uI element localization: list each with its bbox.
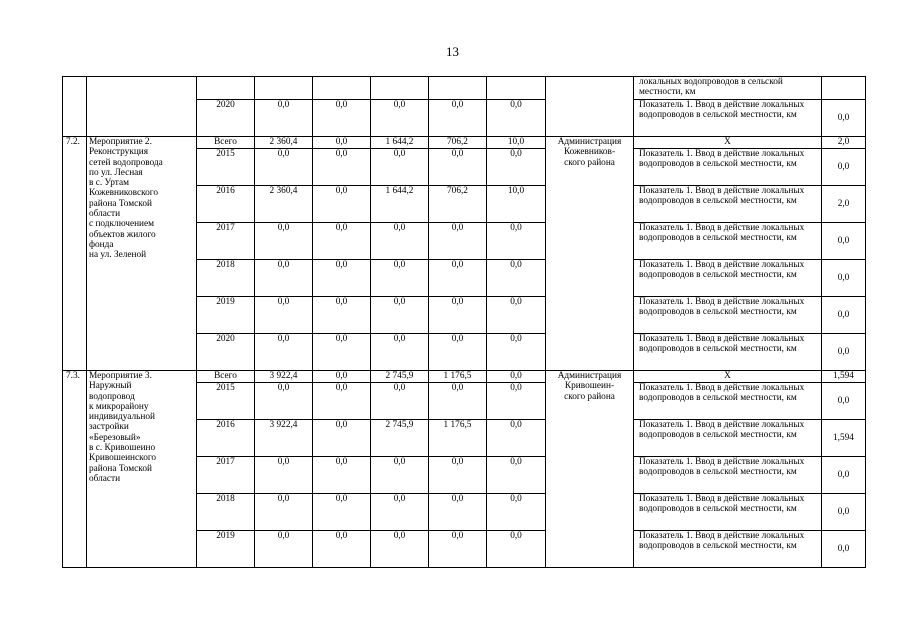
funding-cell: 0,0 — [487, 383, 546, 420]
funding-cell: 0,0 — [313, 149, 371, 186]
funding-cell: 2 745,9 — [371, 420, 429, 457]
year-cell: Всего — [197, 137, 255, 149]
indicator-cell: X — [634, 371, 822, 383]
funding-cell: 0,0 — [429, 100, 487, 137]
indicator-cell: X — [634, 137, 822, 149]
funding-cell: 706,2 — [429, 186, 487, 223]
page-number: 13 — [446, 44, 459, 59]
year-cell: 2018 — [197, 494, 255, 531]
indicator-cell: Показатель 1. Ввод в действие локальных водопроводов в сельской местности, км — [634, 149, 822, 186]
indicator-cell: Показатель 1. Ввод в действие локальных водопроводов в сельской местности, км — [634, 457, 822, 494]
funding-cell: 0,0 — [429, 457, 487, 494]
value-cell: 1,594 — [822, 420, 866, 457]
value-cell: 2,0 — [822, 186, 866, 223]
indicator-cell: Показатель 1. Ввод в действие локальных водопроводов в сельской местности, км — [634, 334, 822, 371]
funding-cell: 0,0 — [313, 457, 371, 494]
funding-cell: 0,0 — [313, 100, 371, 137]
funding-cell: 0,0 — [429, 297, 487, 334]
funding-cell: 0,0 — [371, 457, 429, 494]
funding-cell: 0,0 — [487, 371, 546, 383]
funding-cell: 0,0 — [371, 297, 429, 334]
table-row — [63, 77, 866, 100]
total-cell: 0,0 — [255, 334, 313, 371]
funding-cell: 0,0 — [487, 531, 546, 568]
year-cell: 2015 — [197, 383, 255, 420]
executor-cell: Администрация Кожевников- ского района — [546, 137, 634, 371]
year-cell: 2020 — [197, 100, 255, 137]
total-cell: 0,0 — [255, 297, 313, 334]
indicator-cell: Показатель 1. Ввод в действие локальных водопроводов в сельской местности, км — [634, 297, 822, 334]
funding-cell: 0,0 — [313, 223, 371, 260]
year-cell: 2017 — [197, 457, 255, 494]
value-cell: 0,0 — [822, 334, 866, 371]
year-cell: 2017 — [197, 223, 255, 260]
funding-cell: 0,0 — [429, 149, 487, 186]
funding-cell: 0,0 — [313, 260, 371, 297]
year-cell: 2015 — [197, 149, 255, 186]
year-cell: 2020 — [197, 334, 255, 371]
funding-cell: 0,0 — [313, 383, 371, 420]
funding-cell: 0,0 — [429, 494, 487, 531]
funding-cell: 10,0 — [487, 137, 546, 149]
funding-cell: 1 176,5 — [429, 420, 487, 457]
year-cell: 2018 — [197, 260, 255, 297]
total-cell: 0,0 — [255, 457, 313, 494]
continued-title-cell — [87, 77, 197, 137]
value-cell: 0,0 — [822, 100, 866, 137]
value-cell: 0,0 — [822, 260, 866, 297]
indicator-cell: локальных водопроводов в сельской местности, км — [634, 77, 822, 100]
value-cell: 0,0 — [822, 297, 866, 334]
value-cell: 0,0 — [822, 457, 866, 494]
total-cell: 2 360,4 — [255, 186, 313, 223]
year-cell: 2019 — [197, 531, 255, 568]
continued-block — [63, 77, 866, 137]
total-cell: 0,0 — [255, 531, 313, 568]
funding-cell: 0,0 — [371, 531, 429, 568]
value-cell: 1,594 — [822, 371, 866, 383]
table-row — [63, 137, 866, 149]
funding-cell: 2 745,9 — [371, 371, 429, 383]
indicator-cell: Показатель 1. Ввод в действие локальных водопроводов в сельской местности, км — [634, 494, 822, 531]
funding-cell: 0,0 — [371, 223, 429, 260]
funding-cell: 0,0 — [313, 186, 371, 223]
year-cell: 2019 — [197, 297, 255, 334]
value-cell: 0,0 — [822, 149, 866, 186]
funding-cell: 10,0 — [487, 186, 546, 223]
funding-cell: 0,0 — [429, 383, 487, 420]
year-cell: Всего — [197, 371, 255, 383]
funding-cell: 0,0 — [313, 531, 371, 568]
funding-cell: 0,0 — [487, 494, 546, 531]
value-cell: 0,0 — [822, 531, 866, 568]
indicator-cell: Показатель 1. Ввод в действие локальных водопроводов в сельской местности, км — [634, 100, 822, 137]
funding-cell: 0,0 — [487, 334, 546, 371]
funding-cell: 0,0 — [429, 223, 487, 260]
indicator-cell: Показатель 1. Ввод в действие локальных водопроводов в сельской местности, км — [634, 260, 822, 297]
funding-cell: 0,0 — [487, 223, 546, 260]
total-cell: 0,0 — [255, 494, 313, 531]
funding-cell: 1 176,5 — [429, 371, 487, 383]
value-cell: 2,0 — [822, 137, 866, 149]
funding-cell: 1 644,2 — [371, 137, 429, 149]
funding-cell: 0,0 — [371, 149, 429, 186]
continued-number-cell — [63, 77, 87, 137]
total-cell: 0,0 — [255, 223, 313, 260]
measure-number: 7.3. — [63, 371, 87, 568]
funding-cell: 0,0 — [313, 334, 371, 371]
table-row — [63, 371, 866, 383]
funding-cell: 0,0 — [371, 334, 429, 371]
executor-cell: Администрация Кривошеин- ского района — [546, 371, 634, 568]
funding-cell: 0,0 — [371, 494, 429, 531]
total-cell: 0,0 — [255, 260, 313, 297]
funding-cell: 0,0 — [313, 297, 371, 334]
funding-cell: 0,0 — [313, 137, 371, 149]
total-cell: 3 922,4 — [255, 371, 313, 383]
value-cell: 0,0 — [822, 383, 866, 420]
continued-executor-cell — [546, 77, 634, 137]
indicator-cell: Показатель 1. Ввод в действие локальных водопроводов в сельской местности, км — [634, 186, 822, 223]
funding-cell: 0,0 — [487, 260, 546, 297]
funding-cell: 0,0 — [487, 100, 546, 137]
funding-cell: 0,0 — [487, 297, 546, 334]
funding-cell: 1 644,2 — [371, 186, 429, 223]
year-cell: 2016 — [197, 186, 255, 223]
funding-cell: 0,0 — [371, 260, 429, 297]
funding-cell: 0,0 — [371, 383, 429, 420]
funding-cell: 0,0 — [487, 420, 546, 457]
value-cell: 0,0 — [822, 494, 866, 531]
funding-cell: 0,0 — [313, 420, 371, 457]
funding-cell: 0,0 — [313, 494, 371, 531]
funding-cell: 0,0 — [429, 334, 487, 371]
indicator-cell: Показатель 1. Ввод в действие локальных водопроводов в сельской местности, км — [634, 420, 822, 457]
year-cell: 2016 — [197, 420, 255, 457]
funding-cell: 706,2 — [429, 137, 487, 149]
total-cell: 2 360,4 — [255, 137, 313, 149]
indicator-cell: Показатель 1. Ввод в действие локальных водопроводов в сельской местности, км — [634, 383, 822, 420]
indicator-cell: Показатель 1. Ввод в действие локальных водопроводов в сельской местности, км — [634, 223, 822, 260]
funding-cell: 0,0 — [371, 100, 429, 137]
funding-cell: 0,0 — [487, 149, 546, 186]
funding-cell: 0,0 — [429, 260, 487, 297]
measure-title: Мероприятие 2. Реконструкция сетей водопровода по ул. Лесная в с. Уртам Кожевниковского района Томской области с подключением объектов жилого фонда на ул. Зеленой — [87, 137, 197, 371]
program-table — [62, 76, 866, 568]
measure-title: Мероприятие 3. Наружный водопровод к микрорайону индивидуальной застройки «Березовый» в с. Кривошеино Кривошеинского района Томской области — [87, 371, 197, 568]
funding-cell: 0,0 — [313, 371, 371, 383]
funding-cell: 0,0 — [487, 457, 546, 494]
total-cell: 0,0 — [255, 100, 313, 137]
measure-number: 7.2. — [63, 137, 87, 371]
total-cell: 0,0 — [255, 149, 313, 186]
indicator-cell: Показатель 1. Ввод в действие локальных водопроводов в сельской местности, км — [634, 531, 822, 568]
value-cell: 0,0 — [822, 223, 866, 260]
funding-cell: 0,0 — [429, 531, 487, 568]
total-cell: 3 922,4 — [255, 420, 313, 457]
measures-block — [63, 137, 866, 568]
total-cell: 0,0 — [255, 383, 313, 420]
